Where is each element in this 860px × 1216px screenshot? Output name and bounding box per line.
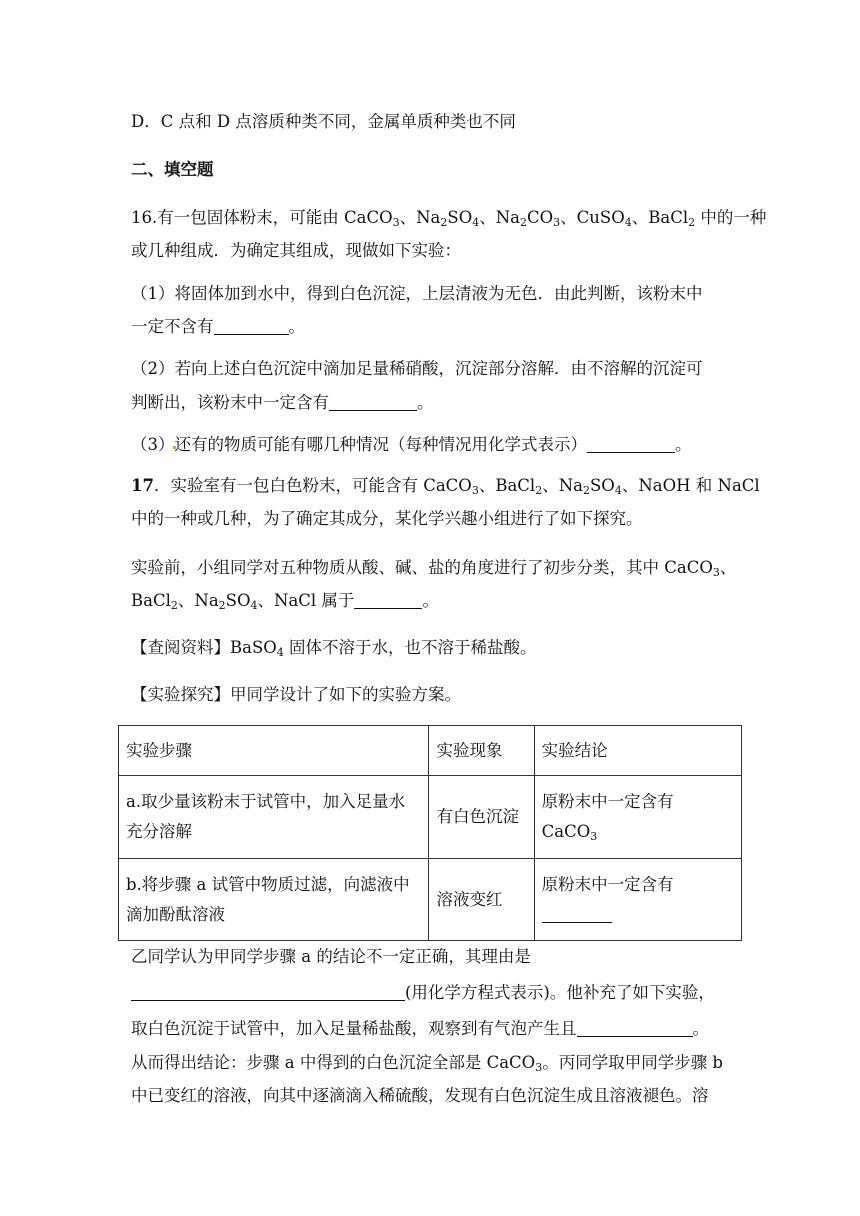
period: 。 [692, 1019, 709, 1038]
after-text: (用化学方程式表示)。他补充了如下实验， [405, 983, 715, 1002]
answer-blank[interactable] [587, 435, 675, 453]
q16-sub: 2 [440, 216, 448, 229]
q17-pre-sub: 3 [712, 566, 720, 579]
q16-part3-text: （3）还有的物质可能有哪几种情况（每种情况用化学式表示） [131, 435, 587, 454]
row-a-step-line1: a.取少量该粉末于试管中，加入足量水 [126, 792, 406, 811]
q17-pre-text: 、 [719, 558, 737, 577]
q17-text: 、BaCl [478, 476, 536, 495]
q16-text: 、Na [399, 208, 441, 227]
q16-text: 、BaCl [631, 208, 689, 227]
q16-sub: 4 [472, 216, 480, 229]
q16-text: CO [527, 208, 554, 227]
q16-line1 [131, 207, 766, 229]
q17-text: 、Na [542, 476, 583, 495]
after-line2 [131, 982, 715, 1004]
after-line5: 中已变红的溶液，向其中逐滴滴入稀硫酸，发现有白色沉淀生成且溶液褪色。溶 [131, 1086, 709, 1105]
q17-text: ．实验室有一包白色粉末，可能含有 CaCO [153, 476, 472, 495]
table-row [119, 776, 742, 859]
q17-pre-text: 实验前，小组同学对五种物质从酸、碱、盐的角度进行了初步分类，其中 CaCO [131, 558, 713, 577]
q16-part2-line2 [131, 392, 434, 414]
q17-text: 、NaOH 和 NaCl [621, 476, 760, 495]
row-a-conclusion [534, 776, 741, 859]
info-text: 【查阅资料】BaSO [131, 638, 277, 657]
info-line [131, 637, 537, 659]
period: 。 [422, 591, 439, 610]
answer-blank[interactable] [214, 317, 289, 335]
row-b-step-line1: b.将步骤 a 试管中物质过滤，向滤液中 [126, 874, 410, 894]
row-a-phenomenon: 有白色沉淀 [429, 776, 534, 859]
row-b-phenomenon: 溶液变红 [429, 859, 534, 941]
row-b-step-line2: 滴加酚酞溶液 [126, 904, 225, 924]
q17-pre-line2 [131, 590, 439, 612]
q16-text: SO [447, 208, 473, 227]
q17-pre-text: SO [225, 591, 251, 610]
row-b-blank-wrap [542, 900, 734, 930]
info-sub: 4 [276, 646, 284, 659]
q17-sub: 3 [471, 484, 479, 497]
info-text: 固体不溶于水，也不溶于稀盐酸。 [283, 638, 537, 657]
after-text: 。丙同学取甲同学步骤 b [542, 1053, 723, 1072]
q16-part1-text: 一定不含有 [131, 317, 214, 336]
row-a-conclusion-text: 原粉末中一定含有 CaCO [541, 792, 674, 841]
q17-pre-line1 [131, 557, 736, 579]
q16-text: 、Na [479, 208, 521, 227]
q16-sub: 2 [520, 216, 528, 229]
q17-pre-text: 、Na [177, 591, 219, 610]
header-phenomenon: 实验现象 [429, 726, 534, 776]
row-a-conclusion-sub: 3 [590, 830, 598, 843]
q17-pre-sub: 4 [250, 599, 258, 612]
q16-part3 [131, 434, 692, 456]
option-d: D．C 点和 D 点溶质种类不同，金属单质种类也不同 [131, 112, 516, 131]
row-a-step-line2: 充分溶解 [126, 822, 192, 841]
period: 。 [288, 317, 305, 336]
explore-line: 【实验探究】甲同学设计了如下的实验方案。 [131, 685, 461, 704]
q16-sub: 3 [553, 216, 561, 229]
q16-part1-line2 [131, 316, 305, 338]
q17-sub: 4 [614, 484, 622, 497]
q16-part2-line1: （2）若向上述白色沉淀中滴加足量稀硝酸，沉淀部分溶解．由不溶解的沉淀可 [131, 359, 703, 378]
q16-line2: 或几种组成．为确定其组成，现做如下实验： [131, 241, 461, 260]
q17-pre-text: BaCl [131, 591, 171, 610]
row-b-conclusion-text: 原粉末中一定含有 [541, 874, 674, 894]
q16-text: 16.有一包固体粉末，可能由 CaCO [131, 208, 393, 227]
q16-part2-text: 判断出，该粉末中一定含有 [131, 393, 329, 412]
section-title: 二、填空题 [131, 160, 214, 179]
q16-sub: 4 [624, 216, 632, 229]
q17-sub: 2 [535, 484, 543, 497]
table-header-row [119, 726, 742, 776]
answer-blank[interactable] [542, 905, 612, 923]
after-line1: 乙同学认为甲同学步骤 a 的结论不一定正确，其理由是 [131, 947, 531, 966]
q17-sub: 2 [582, 484, 590, 497]
q16-text: 、CuSO [560, 208, 625, 227]
answer-blank[interactable] [329, 393, 417, 411]
q16-part1-line1: （1）将固体加到水中，得到白色沉淀，上层清液为无色．由此判断，该粉末中 [131, 284, 703, 303]
q17-text: SO [589, 476, 615, 495]
after-line3 [131, 1018, 709, 1040]
header-conclusion: 实验结论 [534, 726, 741, 776]
row-b-conclusion [534, 859, 741, 941]
answer-blank[interactable] [577, 1019, 693, 1037]
q17-pre-sub: 2 [170, 599, 178, 612]
q17-pre-sub: 2 [218, 599, 226, 612]
q16-sub: 2 [688, 216, 696, 229]
period: 。 [417, 393, 434, 412]
experiment-table [118, 725, 742, 941]
q16-sub: 3 [392, 216, 400, 229]
header-step: 实验步骤 [119, 726, 429, 776]
q17-pre-text: 、NaCl 属于 [257, 591, 355, 610]
q17-line1 [131, 475, 760, 497]
q17-line2: 中的一种或几种，为了确定其成分，某化学兴趣小组进行了如下探究。 [131, 509, 643, 528]
row-b-step [119, 859, 429, 941]
answer-blank[interactable] [354, 591, 422, 609]
after-line4 [131, 1052, 723, 1074]
q16-text: 中的一种 [695, 208, 767, 227]
period: 。 [675, 435, 692, 454]
after-text: 从而得出结论：步骤 a 中得到的白色沉淀全部是 CaCO [131, 1053, 536, 1072]
answer-blank[interactable] [131, 983, 405, 1001]
q17-number: 17 [131, 476, 154, 495]
after-sub: 3 [535, 1061, 543, 1074]
row-a-step [119, 776, 429, 859]
after-text: 取白色沉淀于试管中，加入足量稀盐酸，观察到有气泡产生且 [131, 1019, 577, 1038]
table-row [119, 859, 742, 941]
